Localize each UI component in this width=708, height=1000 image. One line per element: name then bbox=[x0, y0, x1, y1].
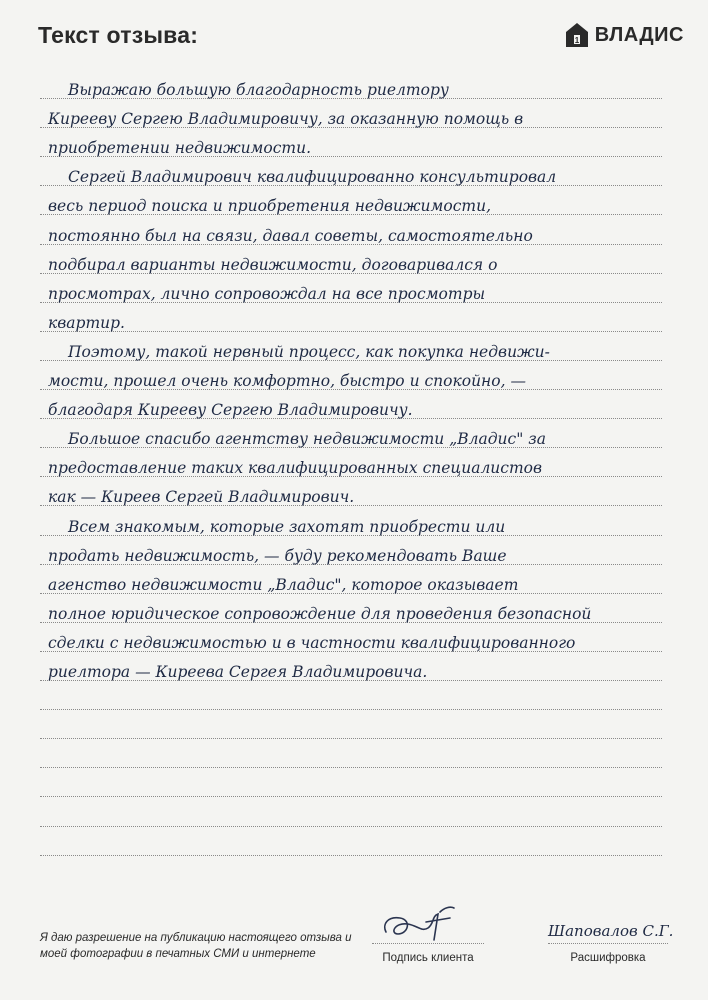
review-line: квартир. bbox=[48, 313, 125, 332]
review-line: приобретении недвижимости. bbox=[48, 139, 312, 158]
signature-label: Подпись клиента bbox=[382, 952, 474, 964]
review-line: мости, прошел очень комфортно, быстро и спокойно, — bbox=[48, 372, 526, 390]
review-line: Большое спасибо агентству недвижимости „Владис" за bbox=[68, 430, 546, 449]
svg-text:1: 1 bbox=[574, 36, 579, 45]
header bbox=[0, 0, 708, 64]
ruled-line bbox=[40, 826, 662, 827]
review-line: весь период поиска и приобретения недвижимости, bbox=[48, 197, 492, 216]
review-line: благодаря Кирееву Сергею Владимировичу. bbox=[48, 401, 413, 420]
ruled-line bbox=[40, 855, 662, 856]
review-line: Кирееву Сергею Владимировичу, за оказанную помощь в bbox=[48, 110, 524, 129]
review-line: Сергей Владимирович квалифицированно консультировал bbox=[68, 168, 557, 187]
review-line: Поэтому, такой нервный процесс, как покупка недвижи- bbox=[68, 342, 550, 361]
review-line: агенство недвижимости „Владис", которое оказывает bbox=[48, 575, 519, 594]
review-line: Выражаю большую благодарность риелтору bbox=[68, 81, 449, 99]
page-title: Текст отзыва: bbox=[38, 22, 199, 48]
ruled-line bbox=[40, 331, 662, 332]
consent-note: Я даю разрешение на публикацию настоящего отзыва и моей фотографии в печатных СМИ и интернете bbox=[40, 932, 352, 960]
review-line: как — Киреев Сергей Владимирович. bbox=[48, 488, 355, 507]
review-line: просмотрах, лично сопровождал на все просмотры bbox=[48, 284, 486, 303]
review-line: продать недвижимость, — буду рекомендовать Ваше bbox=[48, 546, 507, 565]
house-icon bbox=[565, 22, 589, 48]
review-line: подбирал варианты недвижимости, договаривался о bbox=[48, 255, 498, 274]
ruled-line bbox=[40, 767, 662, 768]
review-line: риелтора — Киреева Сергея Владимировича. bbox=[48, 663, 428, 681]
review-line: сделки с недвижимостью и в частности квалифицированного bbox=[48, 633, 576, 652]
review-line: полное юридическое сопровождение для проведения безопасной bbox=[48, 604, 592, 623]
review-line: Всем знакомым, которые захотят приобрести или bbox=[68, 517, 506, 536]
review-line: предоставление таких квалифицированных специалистов bbox=[48, 459, 543, 478]
decode-line bbox=[548, 943, 668, 944]
ruled-line bbox=[40, 796, 662, 797]
brand-logo bbox=[565, 22, 684, 48]
ruled-line bbox=[40, 738, 662, 739]
ruled-line bbox=[40, 709, 662, 710]
decode-label: Расшифровка bbox=[570, 952, 646, 964]
client-signature bbox=[378, 900, 478, 950]
logo-text: ВЛАДИС bbox=[594, 23, 684, 46]
decode-value: Шаповалов С.Г. bbox=[548, 922, 674, 940]
review-line: постоянно был на связи, давал советы, самостоятельно bbox=[48, 226, 533, 245]
